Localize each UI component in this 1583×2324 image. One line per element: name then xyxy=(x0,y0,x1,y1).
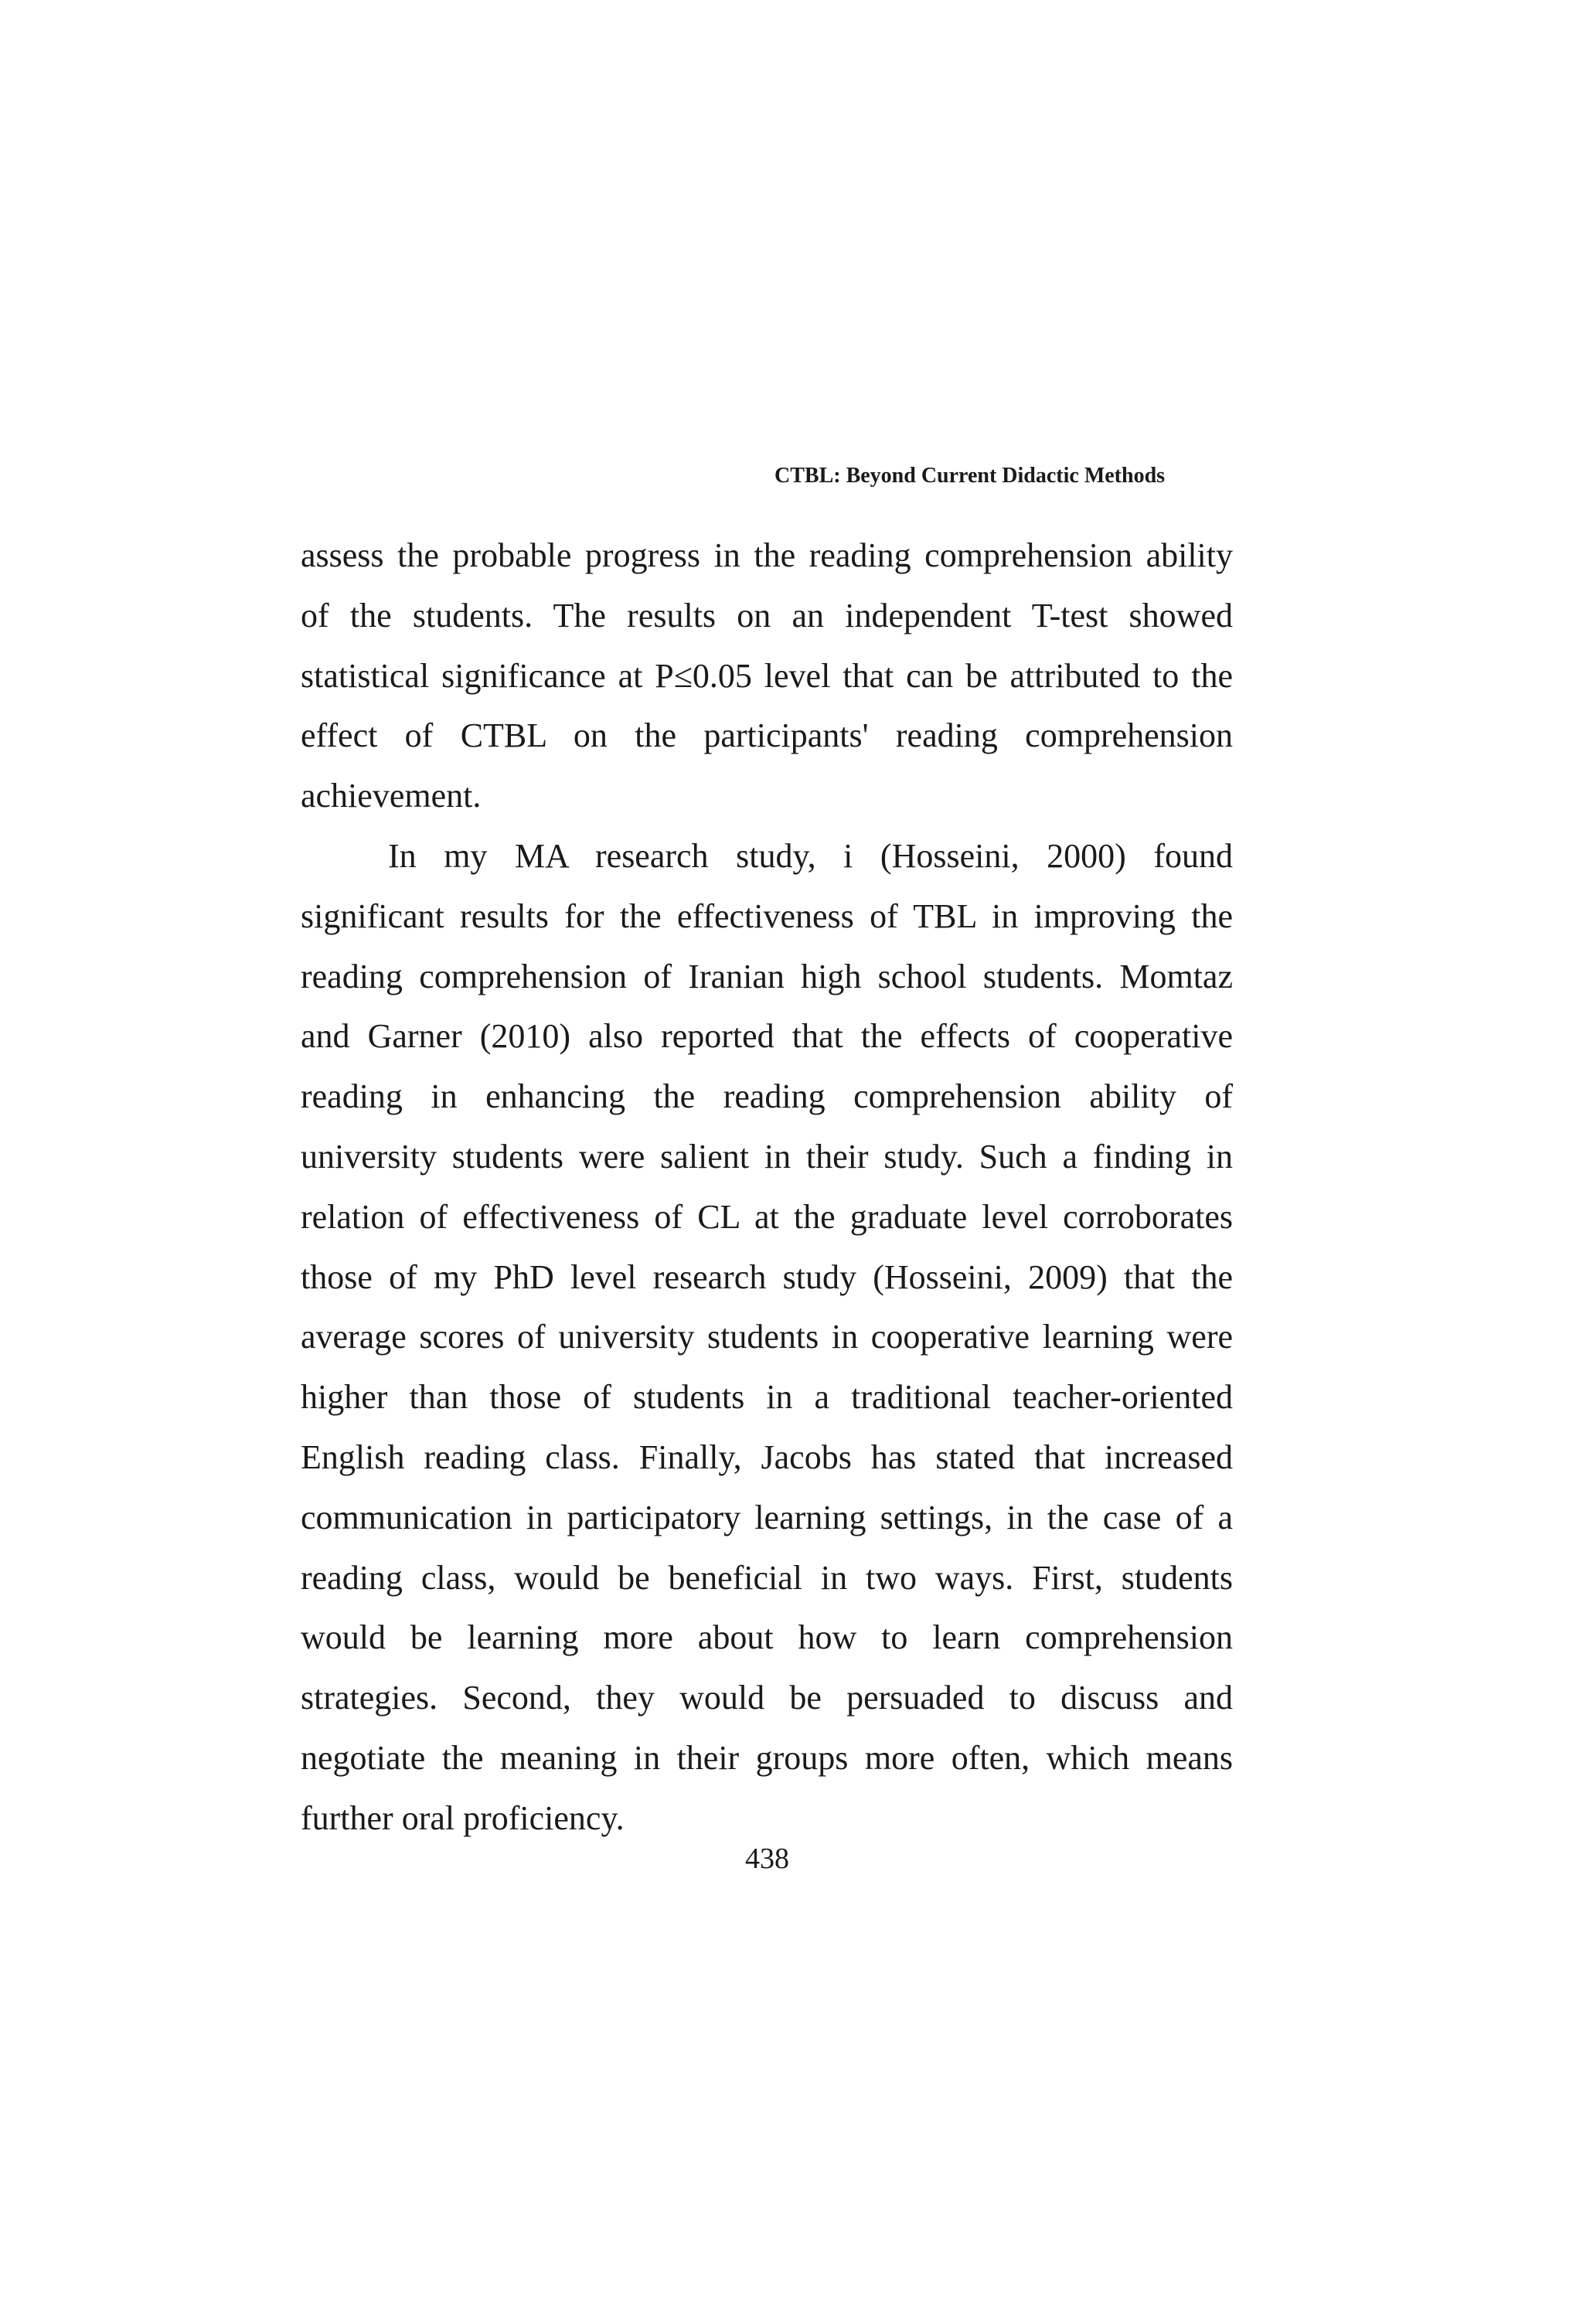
text-line: and Garner (2010) also reported that the effects of cooperative xyxy=(301,1017,1233,1056)
text-line: achievement. xyxy=(301,777,482,815)
text-line: In my MA research study, i (Hosseini, 2000) found xyxy=(388,836,1233,875)
body-text xyxy=(301,526,1233,1849)
text-line: statistical significance at P≤0.05 level that can be attributed to the xyxy=(301,656,1233,695)
text-line: reading comprehension of Iranian high school students. Momtaz xyxy=(301,957,1233,995)
text-line: university students were salient in their study. Such a finding in xyxy=(301,1137,1233,1176)
paragraph-1 xyxy=(301,526,1233,826)
text-line: average scores of university students in cooperative learning were xyxy=(301,1318,1233,1356)
text-line: those of my PhD level research study (Hosseini, 2009) that the xyxy=(301,1257,1233,1296)
text-line: communication in participatory learning settings, in the case of a xyxy=(301,1498,1233,1536)
text-line: significant results for the effectiveness of TBL in improving the xyxy=(301,897,1233,935)
paragraph-2 xyxy=(301,826,1233,1849)
text-line: reading in enhancing the reading comprehension ability of xyxy=(301,1077,1233,1116)
text-line: would be learning more about how to learn comprehension xyxy=(301,1618,1233,1657)
text-line: relation of effectiveness of CL at the graduate level corroborates xyxy=(301,1197,1233,1236)
text-line: negotiate the meaning in their groups more often, which means xyxy=(301,1738,1233,1777)
text-line: further oral proficiency. xyxy=(301,1798,625,1837)
text-line: assess the probable progress in the reading comprehension ability xyxy=(301,536,1233,574)
page-number: 438 xyxy=(745,1843,789,1875)
text-line: of the students. The results on an independent T-test showed xyxy=(301,596,1233,635)
running-header: CTBL: Beyond Current Didactic Methods xyxy=(774,464,1166,488)
text-line: English reading class. Finally, Jacobs has stated that increased xyxy=(301,1438,1233,1476)
text-line: reading class, would be beneficial in two ways. First, students xyxy=(301,1558,1233,1597)
text-line: strategies. Second, they would be persuaded to discuss and xyxy=(301,1679,1233,1717)
text-line: higher than those of students in a traditional teacher-oriented xyxy=(301,1378,1233,1417)
text-line: effect of CTBL on the participants' reading comprehension xyxy=(301,716,1233,755)
